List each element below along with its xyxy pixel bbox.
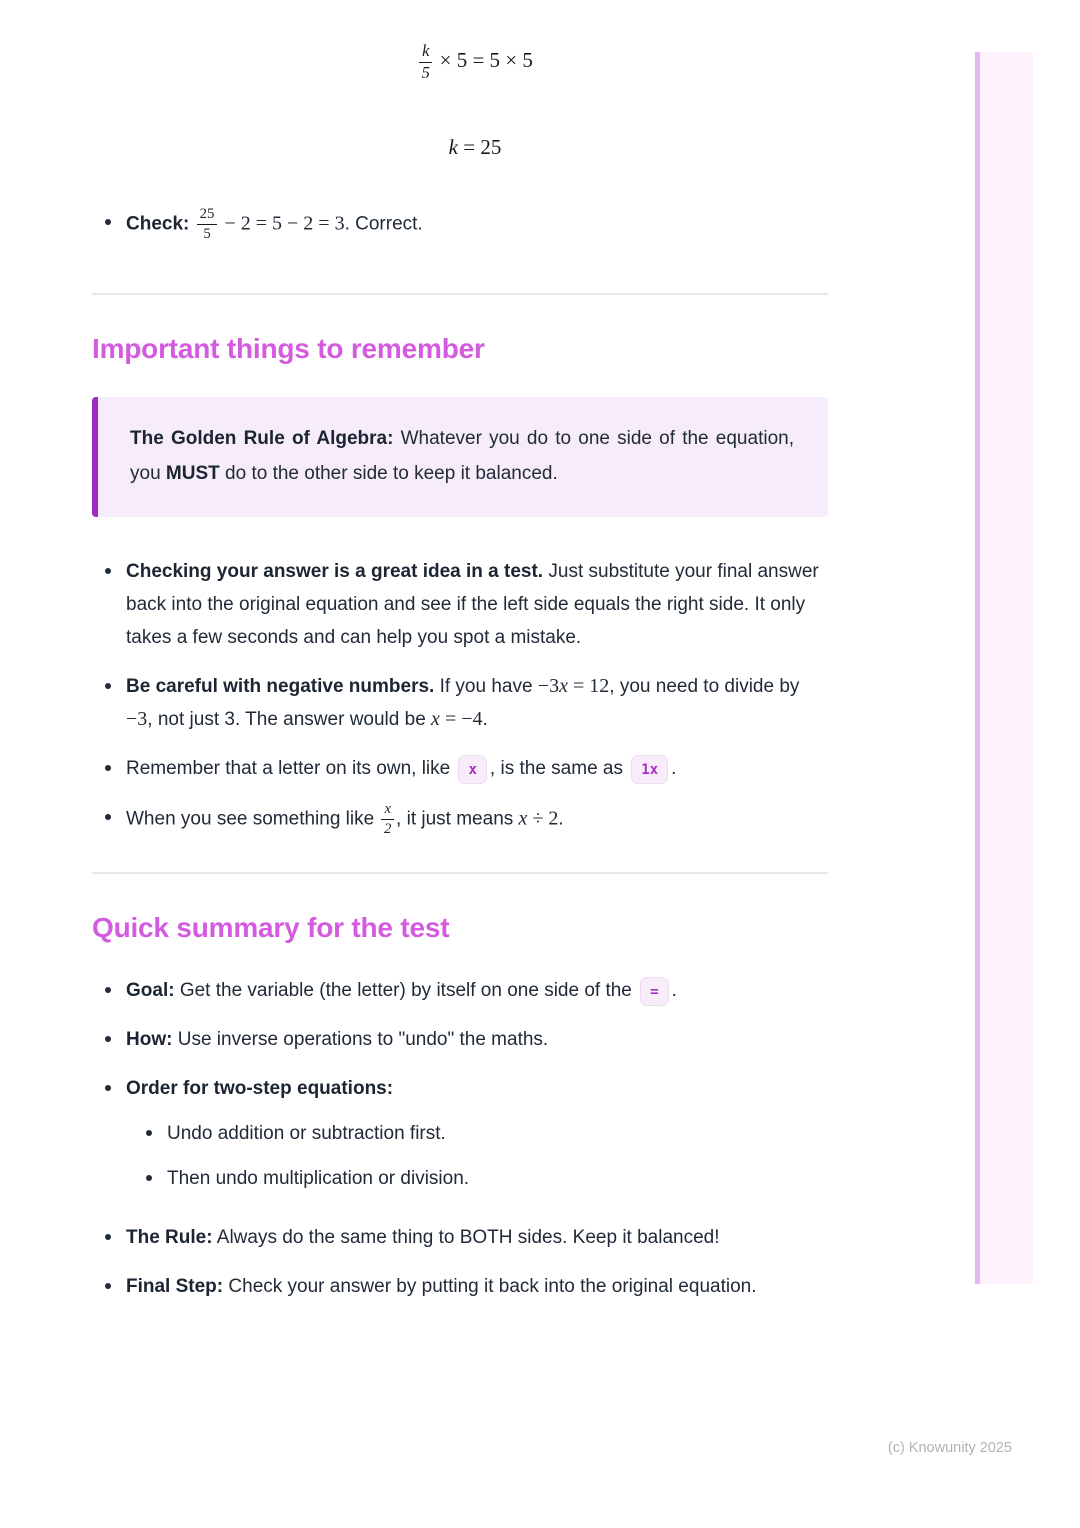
list-item-fraction-means-divide: When you see something like $\frac{x}{2}$ , it just means x ÷ 2. xyxy=(92,801,828,838)
page-edge-stripe xyxy=(975,52,980,1284)
list-item-check xyxy=(92,206,828,243)
bullet-dot xyxy=(146,1130,152,1136)
fraction: $\frac{k}{5}$ xyxy=(419,42,432,83)
list-item-undo-multiplication: Then undo multiplication or division. xyxy=(126,1162,828,1195)
bullet-dot xyxy=(105,1085,111,1091)
list-item-goal: Goal: Get the variable (the letter) by itself on one side of the = . xyxy=(92,974,828,1007)
bullet-dot xyxy=(105,814,111,820)
summary-bullet-list xyxy=(92,974,828,1303)
list-item-checking-answer: Checking your answer is a great idea in a test. Just substitute your final answer back into the original equation and see if the left side equals the right side. It only takes a few seconds and can help you spot a mistake. xyxy=(92,555,828,654)
list-item-the-rule: The Rule: Always do the same thing to BOTH sides. Keep it balanced! xyxy=(92,1221,828,1254)
bullet-dot xyxy=(105,1036,111,1042)
check-text: Check: $\frac{25}{5}$ − 2 = 5 − 2 = 3. Correct. xyxy=(126,205,423,242)
bullet-dot xyxy=(105,1234,111,1240)
important-bullet-list xyxy=(92,555,828,838)
list-item-negative-numbers: Be careful with negative numbers. If you have −3x = 12, you need to divide by −3, not just 3. The answer would be x = −4. xyxy=(92,670,828,736)
list-item-final-step: Final Step: Check your answer by putting it back into the original equation. xyxy=(92,1270,828,1303)
bullet-dot xyxy=(105,683,111,689)
fraction: $\frac{x}{2}$ xyxy=(381,801,394,838)
bullet-dot xyxy=(105,765,111,771)
bullet-dot xyxy=(146,1175,152,1181)
section-divider xyxy=(92,872,828,874)
list-item-how: How: Use inverse operations to "undo" the maths. xyxy=(92,1023,828,1056)
inline-code-chip: = xyxy=(640,977,668,1006)
list-item-letter-on-its-own: Remember that a letter on its own, like x , is the same as 1x . xyxy=(92,752,828,785)
copyright-footer: (c) Knowunity 2025 xyxy=(887,1440,1012,1456)
page-edge-decoration xyxy=(975,52,1033,1284)
order-heading-text: Order for two-step equations: xyxy=(126,1077,394,1099)
check-list xyxy=(92,206,828,243)
section-heading-summary: Quick summary for the test xyxy=(92,911,450,943)
equation-k-equals-25: k = 25 xyxy=(448,134,502,159)
section-divider xyxy=(92,293,828,295)
equation-k-over-5-times-5: $\frac{k}{5}$ × 5 = 5 × 5 xyxy=(92,42,828,83)
list-item-undo-addition: Undo addition or subtraction first. xyxy=(126,1117,828,1150)
inline-code-chip: x xyxy=(458,755,486,784)
golden-rule-text: The Golden Rule of Algebra: Whatever you do to one side of the equation, you MUST do to the other side to keep it balanced. xyxy=(130,427,794,484)
document-content xyxy=(92,0,828,1303)
section-heading-important: Important things to remember xyxy=(92,332,485,364)
order-sub-list xyxy=(126,1117,828,1195)
list-item-order xyxy=(92,1072,828,1205)
bullet-dot xyxy=(105,219,111,225)
bullet-dot xyxy=(105,987,111,993)
golden-rule-callout xyxy=(92,397,828,517)
inline-code-chip: 1x xyxy=(631,755,668,784)
fraction: $\frac{25}{5}$ xyxy=(197,206,218,243)
bullet-dot xyxy=(105,568,111,574)
bullet-dot xyxy=(105,1283,111,1289)
